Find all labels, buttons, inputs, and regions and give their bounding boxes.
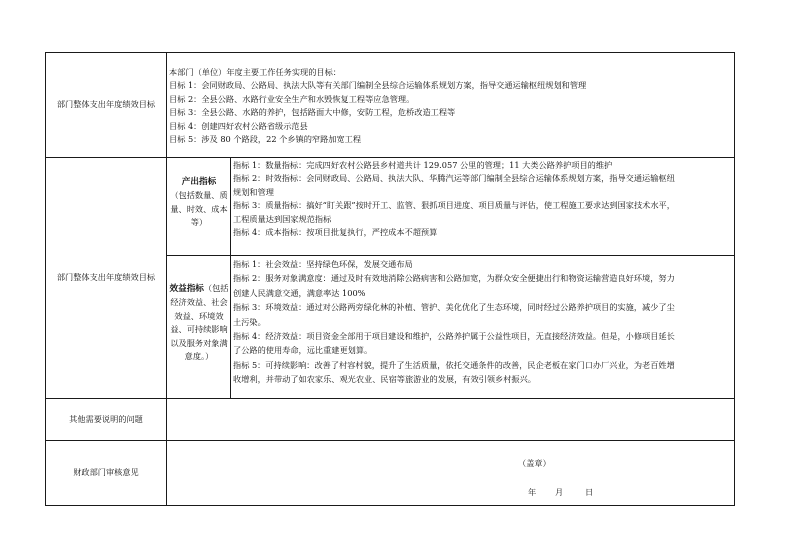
output-indicator-desc: （包括数量、质量、时效、成本等） <box>170 190 228 228</box>
date-year: 年 <box>528 487 537 497</box>
indicator-line: 收增利，并带动了如农家乐、观光农业、民宿等旅游业的发展，有效引领乡村振兴。 <box>233 374 536 385</box>
indicator-line: 创建人民满意交通，满意率达 100% <box>233 287 366 298</box>
goal-line: 目标 3：全县公路、水路的养护，包括路面大中修，安防工程，危桥改造工程等 <box>169 107 456 118</box>
indicator-line: 指标 5：可持续影响：改善了村容村貌，提升了生活质量，依托交通条件的改善，民企老板在家门口办厂兴业，为老百姓增 <box>233 359 675 370</box>
benefit-indicator-desc: （包括经济效益、社会效益、环境效益、可持续影响以及服务对象满意度。） <box>170 283 229 362</box>
indicator-line: 指标 1：社会效益：坚持绿色环保，发展交通布局 <box>233 259 413 269</box>
indicator-line: 工程质量达到国家规范指标 <box>233 213 332 224</box>
indicator-line: 指标 4：经济效益：项目资金全部用于项目建设和维护，公路养护属于公益性项目，无直接经济效益。但是，小修项目延长 <box>233 331 675 342</box>
indicator-line: 指标 3：质量指标：搞好“盯关跟”按时开工、监管、狠抓项目进度、项目质量与评估，使工程施工要求达到国家技术水平， <box>233 200 675 211</box>
indicator-line: 规划和管理 <box>233 186 274 197</box>
indicator-line: 指标 2：服务对象满意度：通过及时有效地消除公路病害和公路加宽，为群众安全便捷出行和物资运输营造良好环境，努力 <box>233 273 675 284</box>
goal-line: 目标 4：创建四好农村公路省级示范县 <box>169 120 308 131</box>
output-benefit-divider <box>166 255 735 256</box>
goal-line: 目标 5：涉及 80 个路段，22 个乡镇的窄路加宽工程 <box>169 134 362 145</box>
section3-label: 其他需要说明的问题 <box>69 413 143 424</box>
indicator-column-divider <box>230 157 231 398</box>
benefit-indicator-title: 效益指标 <box>169 284 204 294</box>
date-day: 日 <box>585 487 594 497</box>
output-indicator-title: 产出指标 <box>181 177 217 187</box>
seal-text: （盖章） <box>518 458 551 468</box>
goal-line: 本部门（单位）年度主要工作任务实现的目标： <box>169 67 341 77</box>
table-border-bottom <box>45 505 735 506</box>
indicator-line: 指标 3：环境效益：通过对公路两旁绿化林的补植、管护、美化优化了生态环境，同时经过公路养护项目的实施，减少了尘 <box>233 302 675 313</box>
section1-goals <box>169 66 733 157</box>
benefit-indicator-label <box>169 282 229 398</box>
date-month: 月 <box>555 487 564 497</box>
goal-line: 目标 1：会同财政局、公路局、执法大队等有关部门编制全县综合运输体系规划方案，指导交通运输枢纽规划和管理 <box>169 80 587 91</box>
output-indicator-label <box>169 176 229 255</box>
indicator-line: 指标 2：时效指标：会同财政局、公路局、执法大队、华腾汽运等部门编制全县综合运输体系规划方案，指导交通运输枢纽 <box>233 173 675 184</box>
benefit-indicator-list <box>233 257 733 398</box>
indicator-line: 指标 4：成本指标：按项目批复执行，严控成本不超预算 <box>233 227 438 238</box>
indicator-line: 指标 1：数量指标：完成四好农村公路县乡村道共计 129.057 公里的管理；11 大类公路养护项目的维护 <box>233 160 613 170</box>
indicator-line: 了公路的使用寿命，远比重建更划算。 <box>233 345 373 356</box>
indicator-line: 土污染。 <box>233 316 266 327</box>
section2-label: 部门整体支出年度绩效目标 <box>56 272 156 283</box>
section1-label: 部门整体支出年度绩效目标 <box>56 99 156 110</box>
section3-content <box>169 402 733 438</box>
performance-table <box>45 52 735 506</box>
output-indicator-list <box>233 159 733 255</box>
section4-label: 财政部门审核意见 <box>73 467 139 478</box>
goal-line: 目标 2：全县公路、水路行业安全生产和水毁恢复工程等应急管理。 <box>169 93 415 104</box>
label-column-divider <box>166 52 167 506</box>
table-border-right <box>734 52 735 506</box>
